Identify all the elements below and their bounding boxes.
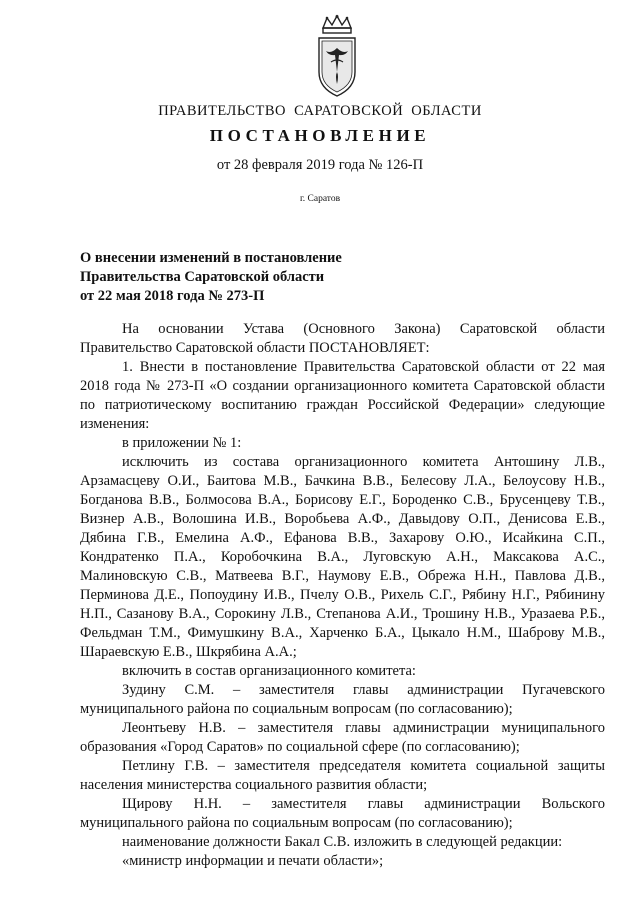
member-entry: Зудину С.М. – заместителя главы администрации Пугачевского муниципального района по социальным вопросам (по согласованию);	[80, 682, 605, 717]
position-change-paragraph: наименование должности Бакал С.В. изложить в следующей редакции:	[122, 834, 563, 850]
member-entry: Леонтьеву Н.В. – заместителя главы администрации муниципального образования «Город Саратов» по социальной сфере (по согласованию);	[80, 720, 605, 755]
member-entry: Петлину Г.В. – заместителя председателя комитета социальной защиты населения министерства социального развития области;	[80, 758, 605, 793]
subject-line: О внесении изменений в постановление	[80, 250, 342, 266]
clause-paragraph: 1. Внести в постановление Правительства Саратовской области от 22 мая 2018 года № 273-П «О создании организационного комитета Саратовской области по патриотическому воспитанию граждан Российской Федерации» следующие изменения:	[80, 359, 605, 432]
subject-line: Правительства Саратовской области	[80, 269, 325, 285]
document-body	[80, 320, 605, 871]
document-city: г. Саратов	[299, 194, 341, 204]
coat-of-arms-icon	[313, 14, 361, 98]
document-type: ПОСТАНОВЛЕНИЕ	[209, 126, 431, 145]
document-date-number: от 28 февраля 2019 года № 126-П	[216, 157, 424, 173]
preamble-paragraph: На основании Устава (Основного Закона) Саратовской области Правительство Саратовской области ПОСТАНОВЛЯЕТ:	[80, 321, 605, 356]
government-name: ПРАВИТЕЛЬСТВО САРАТОВСКОЙ ОБЛАСТИ	[158, 103, 482, 119]
inclusion-heading: включить в состав организационного комитета:	[122, 663, 416, 679]
exclusion-list-paragraph: исключить из состава организационного комитета Антошину Л.В., Арзамасцеву О.И., Баитова М.В., Бачкина В.В., Белесову Л.А., Белоусову Н.В., Богданова В.В., Болмосова В.А., Борисову Е.Г., Бороденко С.В., Брусенцеву Т.В., Визнер А.В., Волошина И.В., Воробьева А.Ф., Давыдову О.П., Денисова Е.В., Дябина Г.В., Емелина А.Ф., Ефанова В.В., Захарову О.Ю., Исайкина С.П., Кондратенко П.А., Коробочкина В.А., Луговскую А.Н., Максакова А.С., Малиновскую С.В., Матвеева В.Г., Наумову Е.В., Обрежа Н.Н., Павлова Д.В., Перминова Д.Е., Попоудину И.В., Пчелу О.В., Рихель С.Г., Рябину Н.Г., Рябинину Н.П., Сазанову В.А., Сорокину Л.В., Степанова А.И., Трошину Н.В., Уразаева Р.Б., Фельдман Т.М., Фимушкину В.А., Харченко Б.А., Цыкало Н.М., Шаброву М.В., Шараевскую Е.В., Шкрябина А.А.;	[80, 454, 605, 660]
subject-line: от 22 мая 2018 года № 273-П	[80, 288, 265, 304]
member-entry: Щирову Н.Н. – заместителя главы администрации Вольского муниципального района по социальным вопросам (по согласованию);	[80, 796, 605, 831]
document-subject	[80, 249, 400, 306]
new-position-text: «министр информации и печати области»;	[122, 853, 384, 869]
annex-reference: в приложении № 1:	[122, 435, 242, 451]
